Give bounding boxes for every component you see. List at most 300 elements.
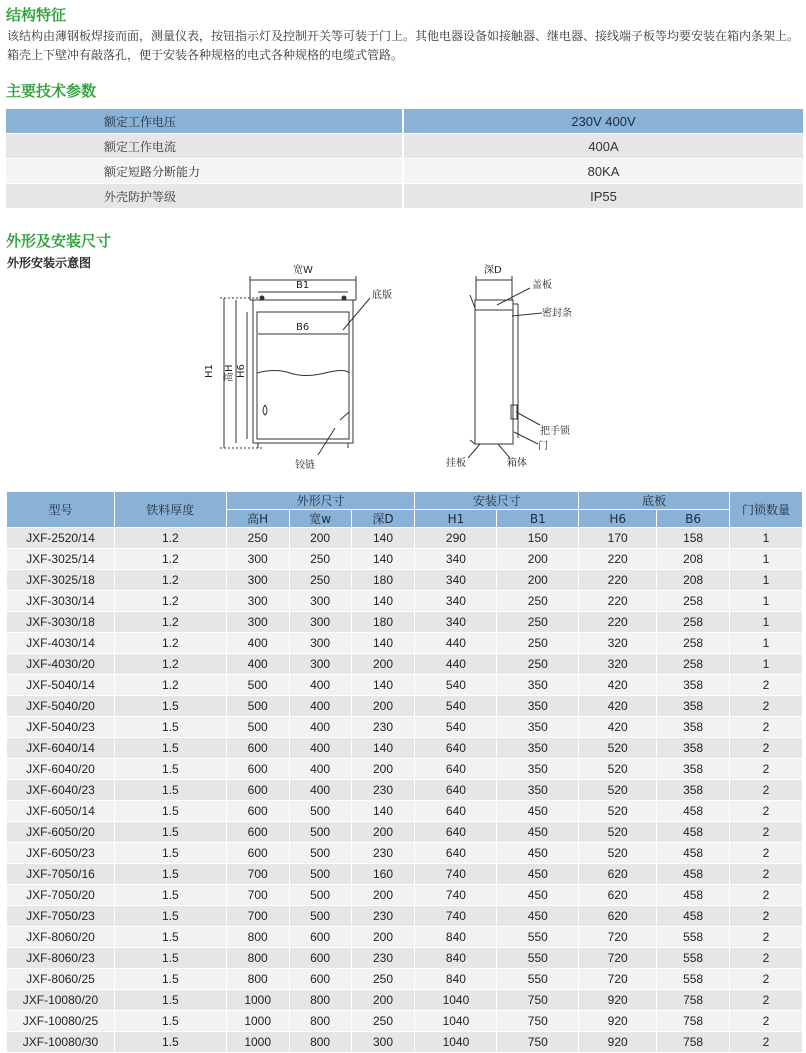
table-cell: 520 [579,822,657,843]
table-cell: 1.2 [114,654,226,675]
header-h1: H1 [415,510,497,528]
header-thickness: 铁料厚度 [114,492,226,528]
table-row [7,843,803,864]
table-cell: 258 [657,654,730,675]
label-b1: B1 [296,280,310,291]
label-base-plate: 底版 [372,290,392,301]
table-cell: 220 [579,549,657,570]
dimension-diagram [0,260,806,475]
table-cell: 800 [226,948,289,969]
table-cell: 1.5 [114,885,226,906]
table-cell: 640 [415,780,497,801]
table-cell: 400 [289,717,351,738]
table-cell: 600 [289,927,351,948]
table-cell: JXF-7050/20 [7,885,115,906]
table-cell: 2 [730,675,803,696]
label-width: 宽W [293,265,313,276]
table-cell: JXF-6040/20 [7,759,115,780]
table-cell: 540 [415,696,497,717]
table-cell: 208 [657,570,730,591]
table-row [7,612,803,633]
table-cell: 200 [351,927,415,948]
table-cell: 140 [351,801,415,822]
table-cell: JXF-3030/18 [7,612,115,633]
table-cell: 1000 [226,1011,289,1032]
table-cell: JXF-2520/14 [7,528,115,549]
table-cell: 258 [657,633,730,654]
table-cell: 1 [730,528,803,549]
spec-value: 80KA [403,159,803,184]
label-cover: 盖板 [532,280,552,291]
table-cell: 740 [415,906,497,927]
table-cell: 450 [497,885,579,906]
table-row [7,1032,803,1053]
table-cell: 520 [579,738,657,759]
table-cell: 1.5 [114,696,226,717]
header-d: 深D [351,510,415,528]
table-cell: 258 [657,591,730,612]
table-cell: 350 [497,780,579,801]
table-cell: 420 [579,675,657,696]
table-cell: 208 [657,549,730,570]
table-cell: 500 [226,696,289,717]
table-cell: 1.5 [114,759,226,780]
table-cell: 500 [289,843,351,864]
table-cell: 400 [289,675,351,696]
table-cell: 340 [415,591,497,612]
table-cell: 200 [497,570,579,591]
spec-table [6,109,803,209]
table-cell: 340 [415,612,497,633]
table-row [7,885,803,906]
table-cell: 458 [657,864,730,885]
table-cell: 550 [497,948,579,969]
label-hanger: 挂板 [446,458,466,469]
table-cell: 920 [579,1011,657,1032]
spec-label: 额定工作电流 [6,134,403,159]
label-door: 门 [538,441,548,452]
table-cell: 200 [351,822,415,843]
table-cell: 1.5 [114,822,226,843]
spec-row [6,109,803,134]
table-body [7,528,803,1053]
table-cell: 2 [730,1011,803,1032]
label-depth: 深D [484,265,502,276]
table-cell: 758 [657,1011,730,1032]
table-cell: 1.5 [114,738,226,759]
table-cell: 358 [657,738,730,759]
table-cell: 1.5 [114,927,226,948]
table-cell: 258 [657,612,730,633]
table-cell: JXF-7050/23 [7,906,115,927]
table-cell: 458 [657,801,730,822]
table-cell: 2 [730,843,803,864]
table-cell: 180 [351,612,415,633]
table-cell: 520 [579,801,657,822]
table-row [7,570,803,591]
spec-label: 外壳防护等级 [6,184,403,209]
table-row [7,948,803,969]
table-row [7,780,803,801]
table-cell: 350 [497,717,579,738]
table-cell: 840 [415,927,497,948]
table-row [7,927,803,948]
table-row [7,969,803,990]
table-cell: 290 [415,528,497,549]
table-cell: 250 [351,969,415,990]
label-h6: H6 [236,364,247,378]
spec-value: 400A [403,134,803,159]
table-cell: 600 [226,843,289,864]
table-cell: 350 [497,675,579,696]
table-cell: 230 [351,948,415,969]
table-cell: 800 [289,1011,351,1032]
table-cell: JXF-8060/20 [7,927,115,948]
table-cell: 1.2 [114,675,226,696]
table-cell: JXF-6050/14 [7,801,115,822]
table-cell: 458 [657,885,730,906]
table-cell: 250 [497,612,579,633]
table-cell: JXF-8060/23 [7,948,115,969]
table-cell: JXF-6050/23 [7,843,115,864]
table-cell: 1000 [226,990,289,1011]
table-cell: 1.5 [114,948,226,969]
table-cell: 1040 [415,1011,497,1032]
label-height: 高H [224,364,235,382]
label-b6: B6 [296,322,310,333]
table-cell: 920 [579,990,657,1011]
table-cell: 1.2 [114,570,226,591]
table-cell: JXF-8060/25 [7,969,115,990]
table-cell: 220 [579,570,657,591]
table-cell: 200 [351,990,415,1011]
table-cell: 358 [657,780,730,801]
table-cell: JXF-5040/14 [7,675,115,696]
table-cell: 700 [226,906,289,927]
table-cell: 450 [497,864,579,885]
table-cell: 200 [351,654,415,675]
table-row [7,654,803,675]
table-cell: 350 [497,738,579,759]
table-cell: 140 [351,528,415,549]
header-b1: B1 [497,510,579,528]
table-cell: 1.2 [114,633,226,654]
header-h6: H6 [579,510,657,528]
spec-value: 230V 400V [403,109,803,134]
table-cell: 640 [415,759,497,780]
table-cell: 1.2 [114,549,226,570]
spec-row [6,184,803,209]
table-cell: 758 [657,1032,730,1053]
table-cell: JXF-10080/25 [7,1011,115,1032]
table-cell: 420 [579,717,657,738]
table-cell: 550 [497,927,579,948]
table-cell: 160 [351,864,415,885]
table-cell: 620 [579,906,657,927]
table-cell: 300 [289,633,351,654]
table-cell: 920 [579,1032,657,1053]
table-cell: 300 [351,1032,415,1053]
header-b6: B6 [657,510,730,528]
table-row [7,528,803,549]
table-cell: 200 [289,528,351,549]
table-cell: 200 [497,549,579,570]
table-cell: 2 [730,927,803,948]
table-cell: 140 [351,549,415,570]
table-cell: 2 [730,864,803,885]
table-cell: 800 [226,927,289,948]
table-cell: 758 [657,990,730,1011]
table-cell: 1040 [415,1032,497,1053]
structure-description: 该结构由薄钢板焊接而面，测量仪表，按钮指示灯及控制开关等可装于门上。其他电器设备如接触器、继电器、接线端子板等均要安装在箱内条架上。箱壳上下壁冲有敲落孔，便于安装各种规格的电式各种规格的电缆式管路。 [7,29,800,62]
table-row [7,549,803,570]
table-cell: 540 [415,675,497,696]
table-cell: 1 [730,570,803,591]
table-cell: 450 [497,801,579,822]
table-cell: 400 [289,696,351,717]
side-view [468,276,542,458]
table-cell: 500 [289,864,351,885]
table-cell: 140 [351,633,415,654]
table-cell: 740 [415,885,497,906]
table-cell: 600 [226,759,289,780]
table-cell: 458 [657,843,730,864]
table-cell: JXF-6040/23 [7,780,115,801]
table-cell: 230 [351,906,415,927]
table-row [7,759,803,780]
table-cell: 2 [730,948,803,969]
table-cell: 720 [579,948,657,969]
table-cell: 520 [579,759,657,780]
table-cell: 140 [351,738,415,759]
table-cell: 358 [657,759,730,780]
table-cell: 800 [289,1032,351,1053]
table-cell: 500 [289,822,351,843]
diagram-subtitle: 外形安装示意图 [7,256,92,270]
table-cell: 1 [730,654,803,675]
table-cell: 620 [579,885,657,906]
table-cell: JXF-4030/20 [7,654,115,675]
table-cell: JXF-3025/18 [7,570,115,591]
table-cell: 358 [657,717,730,738]
table-cell: 1.2 [114,528,226,549]
table-cell: 1.2 [114,591,226,612]
table-cell: 1.2 [114,612,226,633]
table-cell: 440 [415,654,497,675]
table-cell: 1.5 [114,990,226,1011]
table-cell: 600 [226,822,289,843]
label-handle-lock: 把手锁 [540,426,570,437]
table-cell: 230 [351,780,415,801]
table-cell: 400 [289,759,351,780]
table-cell: 1.5 [114,864,226,885]
table-cell: 640 [415,843,497,864]
table-cell: JXF-5040/23 [7,717,115,738]
table-cell: 558 [657,948,730,969]
table-cell: 520 [579,780,657,801]
header-w: 宽w [289,510,351,528]
table-row [7,633,803,654]
table-row [7,696,803,717]
table-row [7,822,803,843]
table-cell: 500 [289,801,351,822]
table-cell: 1 [730,612,803,633]
label-seal: 密封条 [542,308,572,319]
table-cell: 2 [730,822,803,843]
table-cell: JXF-7050/16 [7,864,115,885]
table-cell: JXF-10080/20 [7,990,115,1011]
table-cell: 558 [657,927,730,948]
table-cell: 2 [730,990,803,1011]
table-cell: 2 [730,717,803,738]
table-row [7,801,803,822]
table-cell: 750 [497,1011,579,1032]
table-cell: 640 [415,738,497,759]
table-cell: 450 [497,843,579,864]
section-title-dimensions: 外形及安装尺寸 [6,232,112,250]
table-cell: 300 [226,612,289,633]
table-cell: 340 [415,549,497,570]
table-cell: 350 [497,696,579,717]
table-row [7,591,803,612]
table-cell: 2 [730,906,803,927]
table-cell: 158 [657,528,730,549]
table-cell: 440 [415,633,497,654]
table-cell: 600 [289,948,351,969]
table-cell: 550 [497,969,579,990]
table-cell: 800 [226,969,289,990]
table-cell: 180 [351,570,415,591]
table-cell: 700 [226,864,289,885]
table-cell: 720 [579,969,657,990]
table-cell: 2 [730,1032,803,1053]
table-cell: 150 [497,528,579,549]
table-cell: 2 [730,801,803,822]
label-h1: H1 [204,364,215,378]
section-title-structure: 结构特征 [6,6,67,24]
table-cell: 300 [289,654,351,675]
label-box: 箱体 [507,458,527,469]
table-cell: 450 [497,906,579,927]
table-cell: JXF-3030/14 [7,591,115,612]
table-cell: 250 [226,528,289,549]
header-lock-count: 门锁数量 [730,492,803,528]
table-cell: 300 [289,591,351,612]
table-cell: 250 [351,1011,415,1032]
table-cell: 200 [351,759,415,780]
table-cell: 200 [351,696,415,717]
table-cell: 500 [226,717,289,738]
table-cell: 300 [289,612,351,633]
table-cell: 300 [226,549,289,570]
table-cell: 840 [415,969,497,990]
table-cell: 420 [579,696,657,717]
table-cell: 220 [579,612,657,633]
header-model: 型号 [7,492,115,528]
table-cell: 740 [415,864,497,885]
table-cell: 1000 [226,1032,289,1053]
table-cell: JXF-4030/14 [7,633,115,654]
table-cell: 2 [730,759,803,780]
table-cell: 1.5 [114,717,226,738]
table-cell: 458 [657,906,730,927]
table-cell: 558 [657,969,730,990]
table-cell: JXF-10080/30 [7,1032,115,1053]
table-cell: 620 [579,864,657,885]
table-cell: 500 [289,906,351,927]
table-cell: 600 [289,969,351,990]
spec-row [6,134,803,159]
table-cell: 1040 [415,990,497,1011]
table-cell: 458 [657,822,730,843]
header-mount-dimensions: 安装尺寸 [415,492,579,510]
table-cell: 720 [579,927,657,948]
table-cell: 500 [226,675,289,696]
table-row [7,738,803,759]
model-table [6,491,803,1053]
table-cell: 2 [730,696,803,717]
spec-label: 额定短路分断能力 [6,159,403,184]
table-cell: 358 [657,696,730,717]
header-h: 高H [226,510,289,528]
table-cell: 170 [579,528,657,549]
table-cell: 2 [730,885,803,906]
table-cell: 1.5 [114,801,226,822]
table-cell: 400 [289,738,351,759]
table-cell: 230 [351,717,415,738]
table-cell: 600 [226,780,289,801]
table-cell: 250 [497,591,579,612]
table-cell: 358 [657,675,730,696]
table-cell: 2 [730,738,803,759]
spec-row [6,159,803,184]
table-cell: 450 [497,822,579,843]
table-cell: 700 [226,885,289,906]
table-cell: 1.5 [114,780,226,801]
table-row [7,864,803,885]
table-cell: 840 [415,948,497,969]
table-cell: 1.5 [114,906,226,927]
spec-label: 额定工作电压 [6,109,403,134]
header-outer-dimensions: 外形尺寸 [226,492,415,510]
table-header-row [7,492,803,510]
table-cell: JXF-5040/20 [7,696,115,717]
table-cell: 400 [226,654,289,675]
table-row [7,906,803,927]
table-cell: 140 [351,675,415,696]
table-cell: 220 [579,591,657,612]
table-cell: 1.5 [114,1032,226,1053]
table-cell: 1 [730,549,803,570]
table-cell: 140 [351,591,415,612]
table-cell: 640 [415,822,497,843]
header-base-plate: 底板 [579,492,730,510]
table-cell: 600 [226,738,289,759]
table-cell: 300 [226,570,289,591]
table-cell: 750 [497,1032,579,1053]
table-cell: 200 [351,885,415,906]
table-cell: 320 [579,654,657,675]
table-cell: 600 [226,801,289,822]
table-row [7,717,803,738]
table-cell: 250 [497,633,579,654]
label-hinge: 铰链 [295,460,315,471]
table-cell: 250 [497,654,579,675]
table-cell: 230 [351,843,415,864]
table-cell: 300 [226,591,289,612]
table-cell: 2 [730,780,803,801]
table-cell: 1 [730,591,803,612]
